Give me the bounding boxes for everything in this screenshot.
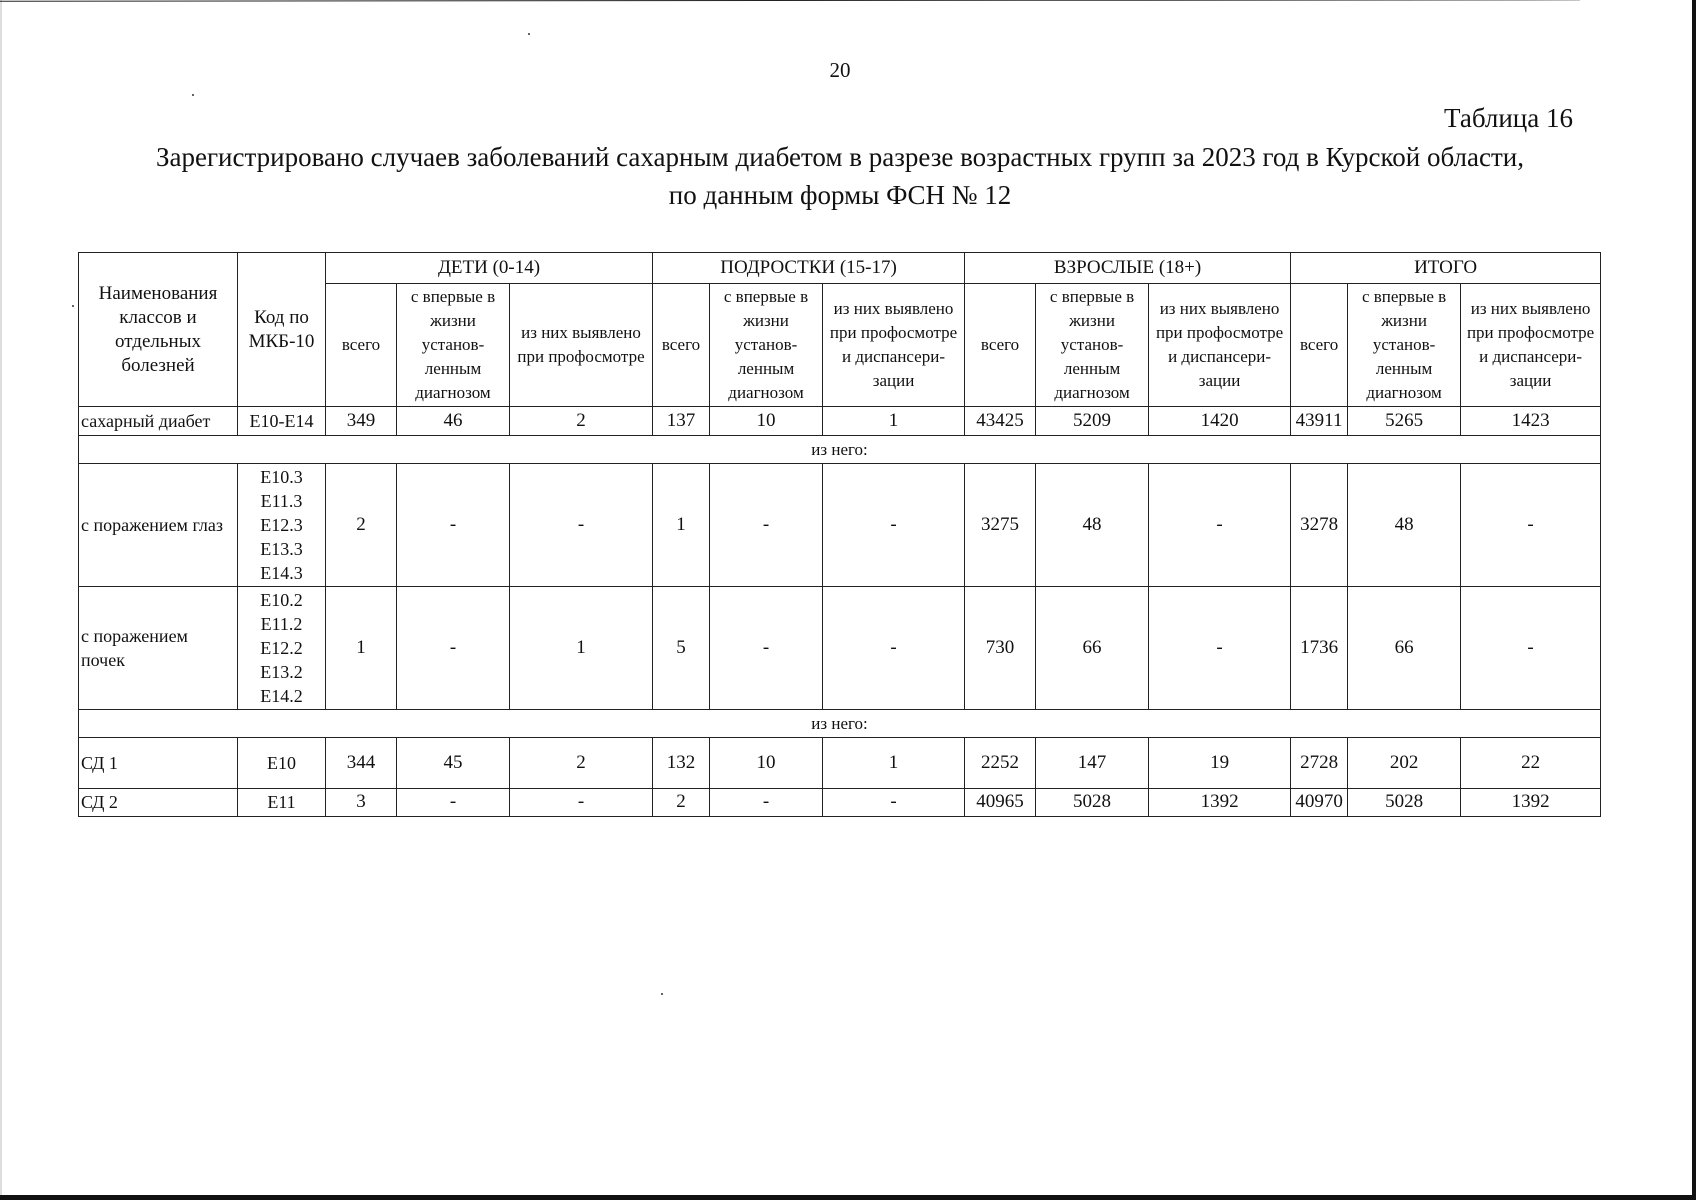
row-value: 10 [710,738,823,788]
col-header-total: всего [653,284,710,407]
row-value: 3278 [1291,464,1348,587]
row-value: 43911 [1291,407,1348,436]
name-column-header: Наименования классов и отдельных болезней [79,253,238,407]
row-value: - [510,788,653,816]
row-value: 132 [653,738,710,788]
row-value: 1420 [1149,407,1291,436]
row-name: сахарный диабет [79,407,238,436]
row-value: 1 [823,407,965,436]
row-code: E10.3 E11.3 E12.3 E13.3 E14.3 [238,464,326,587]
diabetes-table [78,252,1601,817]
row-value: - [710,788,823,816]
col-header-checkup: из них выявлено при профосмотре и диспансери-зации [1149,284,1291,407]
row-code: E10.2 E11.2 E12.2 E13.2 E14.2 [238,587,326,710]
row-value: - [1461,587,1601,710]
col-header-first-time: с впервые в жизни установ-ленным диагнозом [1036,284,1149,407]
row-value: 22 [1461,738,1601,788]
group-header-children: ДЕТИ (0-14) [326,253,653,284]
header-row-groups [79,253,1601,284]
row-value: 10 [710,407,823,436]
row-value: 66 [1036,587,1149,710]
row-value: 147 [1036,738,1149,788]
row-value: - [397,464,510,587]
row-name: СД 1 [79,738,238,788]
col-header-total: всего [326,284,397,407]
table-row [79,788,1601,816]
row-value: 202 [1348,738,1461,788]
subheader-label: из него: [79,436,1601,464]
table-title [90,138,1590,214]
row-value: 2 [510,738,653,788]
row-value: 1392 [1149,788,1291,816]
row-value: 40970 [1291,788,1348,816]
row-value: 5028 [1348,788,1461,816]
row-value: 48 [1348,464,1461,587]
subheader-row [79,436,1601,464]
group-header-teens: ПОДРОСТКИ (15-17) [653,253,965,284]
col-header-first-time: с впервые в жизни установ-ленным диагнозом [1348,284,1461,407]
row-value: 48 [1036,464,1149,587]
row-value: - [823,464,965,587]
row-value: 5028 [1036,788,1149,816]
title-line: по данным формы ФСН № 12 [668,180,1012,210]
row-value: 730 [965,587,1036,710]
group-header-adults: ВЗРОСЛЫЕ (18+) [965,253,1291,284]
scan-top-edge [0,0,1580,2]
row-code: E10 [238,738,326,788]
row-value: 1423 [1461,407,1601,436]
scan-bottom-edge [0,1195,1696,1200]
scan-speck [72,305,74,307]
scan-left-edge [0,0,2,1200]
row-value: 40965 [965,788,1036,816]
table-row [79,464,1601,587]
col-header-checkup: из них выявлено при профосмотре и диспансери-зации [1461,284,1601,407]
row-value: 1 [326,587,397,710]
row-value: 344 [326,738,397,788]
row-code: E11 [238,788,326,816]
row-value: 5265 [1348,407,1461,436]
row-value: 2252 [965,738,1036,788]
row-name: с поражением почек [79,587,238,710]
code-column-header: Код по МКБ-10 [238,253,326,407]
scan-speck [528,33,530,35]
row-value: - [510,464,653,587]
title-line: Зарегистрировано случаев заболеваний сахарным диабетом в разрезе возрастных групп за 2023 год в Курской области, [155,142,1524,172]
group-header-total: ИТОГО [1291,253,1601,284]
row-value: - [710,464,823,587]
col-header-checkup: из них выявлено при профосмотре и диспансери-зации [823,284,965,407]
row-value: 137 [653,407,710,436]
row-value: - [710,587,823,710]
row-value: 1736 [1291,587,1348,710]
subheader-row [79,710,1601,738]
col-header-total: всего [1291,284,1348,407]
row-value: - [1149,464,1291,587]
row-value: 43425 [965,407,1036,436]
row-value: 1 [510,587,653,710]
col-header-total: всего [965,284,1036,407]
row-value: - [397,788,510,816]
row-code: E10-E14 [238,407,326,436]
col-header-first-time: с впервые в жизни установ-ленным диагнозом [710,284,823,407]
row-value: 2 [653,788,710,816]
scan-right-edge [1692,0,1696,1200]
row-name: СД 2 [79,788,238,816]
row-value: 1392 [1461,788,1601,816]
col-header-checkup: из них выявлено при профосмотре [510,284,653,407]
row-value: 3 [326,788,397,816]
row-value: 45 [397,738,510,788]
row-value: 2728 [1291,738,1348,788]
row-value: 2 [326,464,397,587]
scan-speck [192,94,194,96]
row-value: 349 [326,407,397,436]
row-value: - [1149,587,1291,710]
row-value: 1 [823,738,965,788]
subheader-label: из него: [79,710,1601,738]
table-row [79,407,1601,436]
row-value: - [823,587,965,710]
table-row [79,738,1601,788]
row-value: - [823,788,965,816]
scan-speck [661,993,663,995]
table-number: Таблица 16 [1444,103,1573,133]
row-value: 66 [1348,587,1461,710]
row-value: 5209 [1036,407,1149,436]
row-value: 3275 [965,464,1036,587]
row-value: 1 [653,464,710,587]
row-value: 5 [653,587,710,710]
row-value: 2 [510,407,653,436]
row-name: с поражением глаз [79,464,238,587]
row-value: 19 [1149,738,1291,788]
row-value: - [1461,464,1601,587]
col-header-first-time: с впервые в жизни установ-ленным диагнозом [397,284,510,407]
row-value: 46 [397,407,510,436]
row-value: - [397,587,510,710]
table-row [79,587,1601,710]
table-body [79,407,1601,817]
page-number: 20 [829,58,851,82]
